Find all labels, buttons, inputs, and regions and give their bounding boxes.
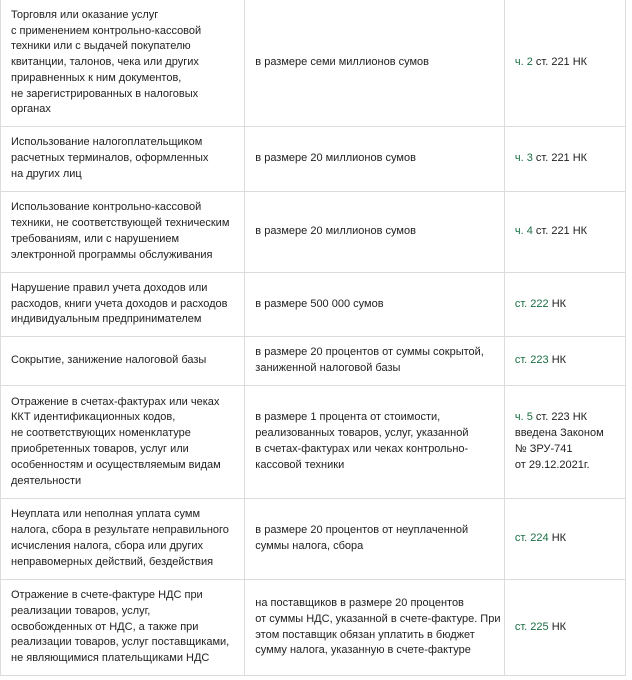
penalty-text-line: в размере 20 процентов от неуплаченной [255,524,469,537]
violation-text-line: Использование контрольно-кассовой [11,201,202,214]
reference-cell [504,192,625,273]
penalty-text-line: в размере 20 миллионов сумов [255,225,416,238]
reference-cell [504,127,625,192]
penalty-cell [245,337,505,386]
violation-text-line: реализации товаров, услуг, [11,604,151,617]
violation-text-line: ККТ идентификационных кодов, [11,411,176,424]
violation-text-line: Отражение в счете-фактуре НДС при [11,589,203,601]
penalty-text-line: этом поставщик обязан уплатить в бюджет [255,628,475,641]
reference-cell [504,337,625,386]
reference-note-line: введена Законом [514,427,604,440]
penalty-text-line: от суммы НДС, указанной в счете-фактуре. При [255,612,501,625]
violation-text-line: реализации товаров, услуг поставщиками, [11,636,230,649]
violation-cell [1,386,245,499]
penalty-text-line: в размере 20 миллионов сумов [255,152,416,165]
violation-text-line: с применением контрольно-кассовой [11,24,202,37]
penalty-cell [245,273,505,337]
penalty-text-line: в счетах-фактурах или чеках контрольно- [255,443,469,455]
violation-cell [1,127,245,192]
violation-text-line: приобретенных товаров, услуг или [11,443,189,455]
reference-note-line: от 29.12.2021г. [514,458,590,471]
reference-cell [504,0,625,127]
violation-cell [1,580,245,676]
table-row [1,127,626,192]
violation-text-line: электронной программы обслуживания [11,248,213,261]
reference-text: ст. 221 НК [535,152,588,165]
reference-line [515,55,619,71]
violation-text-line: исчисления налога, сбора или других [11,540,204,552]
penalty-cell [245,499,505,580]
violation-text-line: Отражение в счетах-фактурах или чеках [11,395,220,408]
violation-text-line: деятельности [11,474,82,487]
penalty-cell [245,0,505,127]
violation-text-line: Неуплата или неполная уплата сумм [11,508,201,521]
table-row [1,337,626,386]
violation-text-line: налога, сбора в результате неправильного [11,524,229,537]
violation-text-line: расходов, книги учета доходов и расходов [11,297,228,310]
violation-text-line: индивидуальным предпринимателем [11,313,202,326]
penalty-cell [245,580,505,676]
violation-text-line: квитанции, талонов, чека или других [11,56,199,69]
article-link[interactable]: ч. 5 [514,411,533,424]
violation-text-line: особенностям и осуществляемым видам [11,458,221,471]
reference-text: НК [551,354,567,367]
penalty-text-line: в размере семи миллионов сумов [255,56,430,69]
penalty-text-line: на поставщиков в размере 20 процентов [255,596,464,609]
violation-text-line: Нарушение правил учета доходов или [11,281,208,294]
reference-line [515,353,619,369]
reference-line [515,410,619,426]
violation-text-line: не соответствующих номенклатуре [11,427,191,440]
violation-cell [1,0,245,127]
violation-text-line: расчетных терминалов, оформленных [11,152,209,165]
penalty-text-line: в размере 20 процентов от суммы сокрытой, [255,346,484,359]
violation-text-line: Торговля или оказание услуг [11,8,159,21]
reference-cell [504,499,625,580]
table-row [1,386,626,499]
penalty-text-line: заниженной налоговой базы [255,362,401,374]
reference-line [515,297,619,313]
article-link[interactable]: ст. 222 [514,297,549,310]
article-link[interactable]: ч. 2 [514,56,533,69]
violation-cell [1,499,245,580]
violation-text-line: неправомерных действий, бездействия [11,555,214,568]
penalty-text-line: реализованных товаров, услуг, указанной [255,427,469,440]
reference-line [515,224,619,240]
reference-text: ст. 221 НК [535,225,588,238]
penalty-text-line: сумму налога, указанную в счете-фактуре [255,644,471,657]
article-link[interactable]: ч. 4 [514,225,533,238]
reference-text: ст. 221 НК [535,56,588,69]
article-link[interactable]: ст. 224 [514,532,549,545]
violation-text-line: на других лиц [11,167,82,180]
reference-line [515,531,619,547]
violation-text-line: не зарегистрированных в налоговых [11,87,199,100]
violation-cell [1,337,245,386]
reference-text: ст. 223 НК [535,411,588,424]
violation-text-line: техники или с выдачей покупателю [11,40,191,53]
penalty-cell [245,386,505,499]
reference-line [515,151,619,167]
reference-text: НК [551,532,567,545]
table-row [1,580,626,676]
article-link[interactable]: ст. 225 [514,620,549,633]
violation-text-line: требованиям, или с нарушением [11,233,180,245]
penalty-text-line: кассовой техники [255,458,345,471]
violation-text-line: Использование налогоплательщиком [11,136,203,149]
reference-note-line: № ЗРУ-741 [514,443,573,455]
violation-cell [1,192,245,273]
violation-text-line: не являющимися плательщиками НДС [11,652,210,665]
penalty-text-line: суммы налога, сбора [255,540,364,552]
violation-text-line: Сокрытие, занижение налоговой базы [11,354,207,367]
table-row [1,499,626,580]
table-row [1,273,626,337]
penalty-cell [245,127,505,192]
violation-text-line: органах [11,103,51,116]
reference-text: НК [551,297,567,310]
violation-text-line: техники, не соответствующей техническим [11,217,230,230]
violation-text-line: приравненных к ним документов, [11,71,182,84]
reference-line [515,620,619,636]
table-row [1,0,626,127]
penalty-cell [245,192,505,273]
reference-cell [504,580,625,676]
article-link[interactable]: ч. 3 [514,152,533,165]
violation-text-line: освобожденных от НДС, а также при [11,620,199,633]
table-row [1,192,626,273]
violation-cell [1,273,245,337]
article-link[interactable]: ст. 223 [514,354,549,367]
penalty-text-line: в размере 500 000 сумов [255,297,384,310]
reference-cell [504,273,625,337]
reference-cell [504,386,625,499]
reference-text: НК [551,620,567,633]
penalty-text-line: в размере 1 процента от стоимости, [255,411,441,424]
